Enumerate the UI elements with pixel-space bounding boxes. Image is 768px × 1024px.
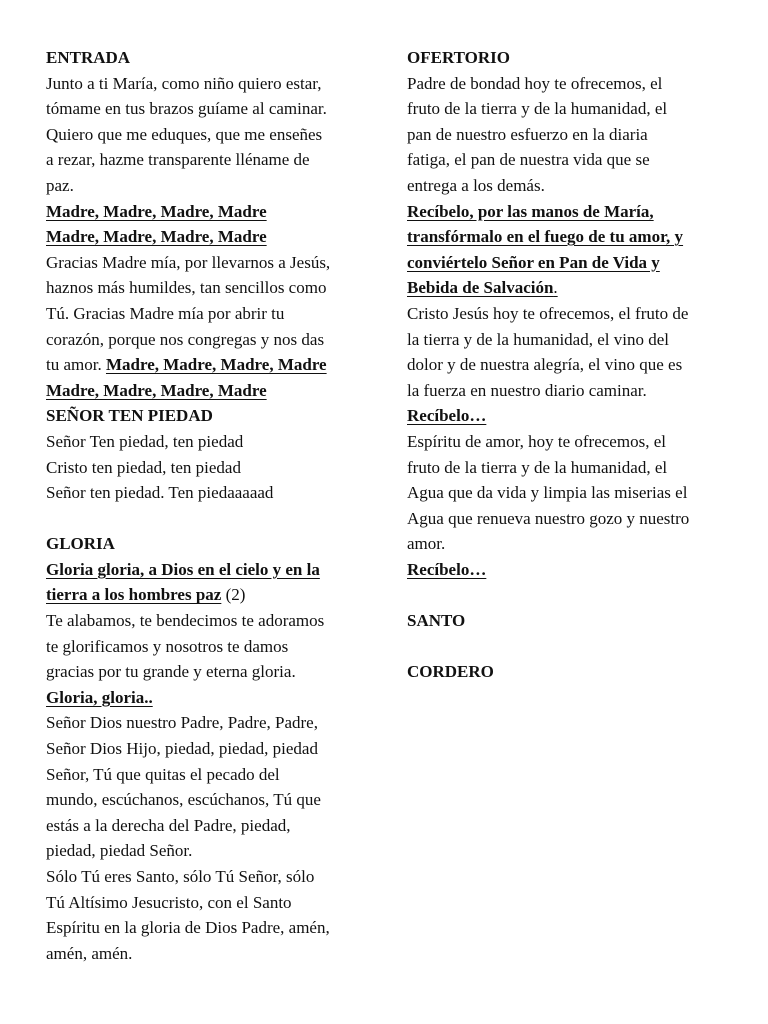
refrain-text: Madre, Madre, Madre, Madre <box>46 380 267 400</box>
lyric-text: Agua que da vida y limpia las miserias el <box>407 483 688 503</box>
left-column <box>46 45 364 966</box>
lyric-text: gracias por tu grande y eterna gloria. <box>46 662 296 682</box>
section-heading: SEÑOR TEN PIEDAD <box>46 406 213 426</box>
lyric-text: a rezar, hazme transparente lléname de <box>46 150 310 170</box>
lyric-text: fruto de la tierra y de la humanidad, el <box>407 457 668 477</box>
lyric-text: tómame en tus brazos guíame al caminar. <box>46 99 327 119</box>
refrain-text: Madre, Madre, Madre, Madre <box>105 355 327 375</box>
blank-line <box>407 634 727 660</box>
lyric-text: pan de nuestro esfuerzo en la diaria <box>407 124 648 144</box>
section-heading: ENTRADA <box>46 48 131 67</box>
mixed-line <box>46 582 364 608</box>
lyric-text: Quiero que me eduques, que me enseñes <box>46 124 323 144</box>
lyric-text: la tierra y de la humanidad, el vino del <box>407 329 669 349</box>
refrain-text: Madre, Madre, Madre, Madre <box>46 201 267 221</box>
lyric-text: paz. <box>46 175 74 195</box>
lyric-text: fruto de la tierra y de la humanidad, el <box>407 99 668 119</box>
lyric-text: Señor, Tú que quitas el pecado del <box>46 764 280 784</box>
lyric-text: Espíritu en la gloria de Dios Padre, amén, <box>46 918 330 938</box>
lyric-text: tu amor. <box>46 355 106 375</box>
lyric-text: corazón, porque nos congregas y nos das <box>46 329 325 349</box>
blank-line <box>407 582 727 608</box>
section-heading: SANTO <box>407 611 466 631</box>
lyric-text: te glorificamos y nosotros te damos <box>46 636 289 656</box>
lyric-text: dolor y de nuestra alegría, el vino que es <box>407 355 683 375</box>
lyric-text: Padre de bondad hoy te ofrecemos, el <box>407 73 663 93</box>
lyric-text: Gracias Madre mía, por llevarnos a Jesús, <box>46 252 331 272</box>
section-heading: OFERTORIO <box>407 48 510 67</box>
lyric-text: (2) <box>221 585 246 605</box>
lyric-text: Señor ten piedad. Ten piedaaaaad <box>46 483 274 503</box>
refrain-text: conviértelo Señor en Pan de Vida y <box>407 252 660 272</box>
lyric-text: la fuerza en nuestro diario caminar. <box>407 380 647 400</box>
mixed-line <box>46 352 364 378</box>
lyric-text: piedad, piedad Señor. <box>46 841 193 861</box>
lyric-text: entrega a los demás. <box>407 175 545 195</box>
mixed-line <box>407 275 727 301</box>
refrain-text: Madre, Madre, Madre, Madre <box>46 227 267 247</box>
refrain-text: tierra a los hombres paz <box>46 585 222 605</box>
lyric-text: amén, amén. <box>46 943 133 963</box>
refrain-text: Gloria gloria, a Dios en el cielo y en la <box>46 559 320 579</box>
refrain-text: transfórmalo en el fuego de tu amor, y <box>407 227 684 247</box>
section-heading: GLORIA <box>46 534 115 554</box>
refrain-text: Recíbelo… <box>407 406 487 426</box>
refrain-text: Gloria, gloria.. <box>46 687 153 707</box>
lyric-text: Señor Ten piedad, ten piedad <box>46 431 244 451</box>
lyric-text: Señor Dios nuestro Padre, Padre, Padre, <box>46 713 318 733</box>
lyric-text: Agua que renueva nuestro gozo y nuestro <box>407 508 690 528</box>
lyric-text: Señor Dios Hijo, piedad, piedad, piedad <box>46 739 318 759</box>
lyric-text: Sólo Tú eres Santo, sólo Tú Señor, sólo <box>46 867 315 886</box>
lyric-text: Te alabamos, te bendecimos te adoramos <box>46 611 325 631</box>
lyric-text: estás a la derecha del Padre, piedad, <box>46 815 291 835</box>
lyric-text: Cristo ten piedad, ten piedad <box>46 457 241 477</box>
refrain-text: Recíbelo… <box>407 559 487 579</box>
lyric-text: . <box>553 278 558 298</box>
lyric-text: mundo, escúchanos, escúchanos, Tú que <box>46 790 321 810</box>
lyric-text: amor. <box>407 534 446 554</box>
lyric-text: Tú Altísimo Jesucristo, con el Santo <box>46 892 292 912</box>
lyric-text: Tú. Gracias Madre mía por abrir tu <box>46 303 285 323</box>
lyric-text: Espíritu de amor, hoy te ofrecemos, el <box>407 431 666 451</box>
refrain-text: Bebida de Salvación <box>407 278 554 298</box>
right-column <box>407 45 727 685</box>
blank-line <box>46 506 364 532</box>
lyric-text: haznos más humildes, tan sencillos como <box>46 278 327 298</box>
section-heading: CORDERO <box>407 662 494 682</box>
lyric-text: fatiga, el pan de nuestra vida que se <box>407 150 650 170</box>
lyric-text: Cristo Jesús hoy te ofrecemos, el fruto de <box>407 303 689 323</box>
refrain-text: Recíbelo, por las manos de María, <box>407 201 654 221</box>
lyric-text: Junto a ti María, como niño quiero estar, <box>46 73 322 93</box>
